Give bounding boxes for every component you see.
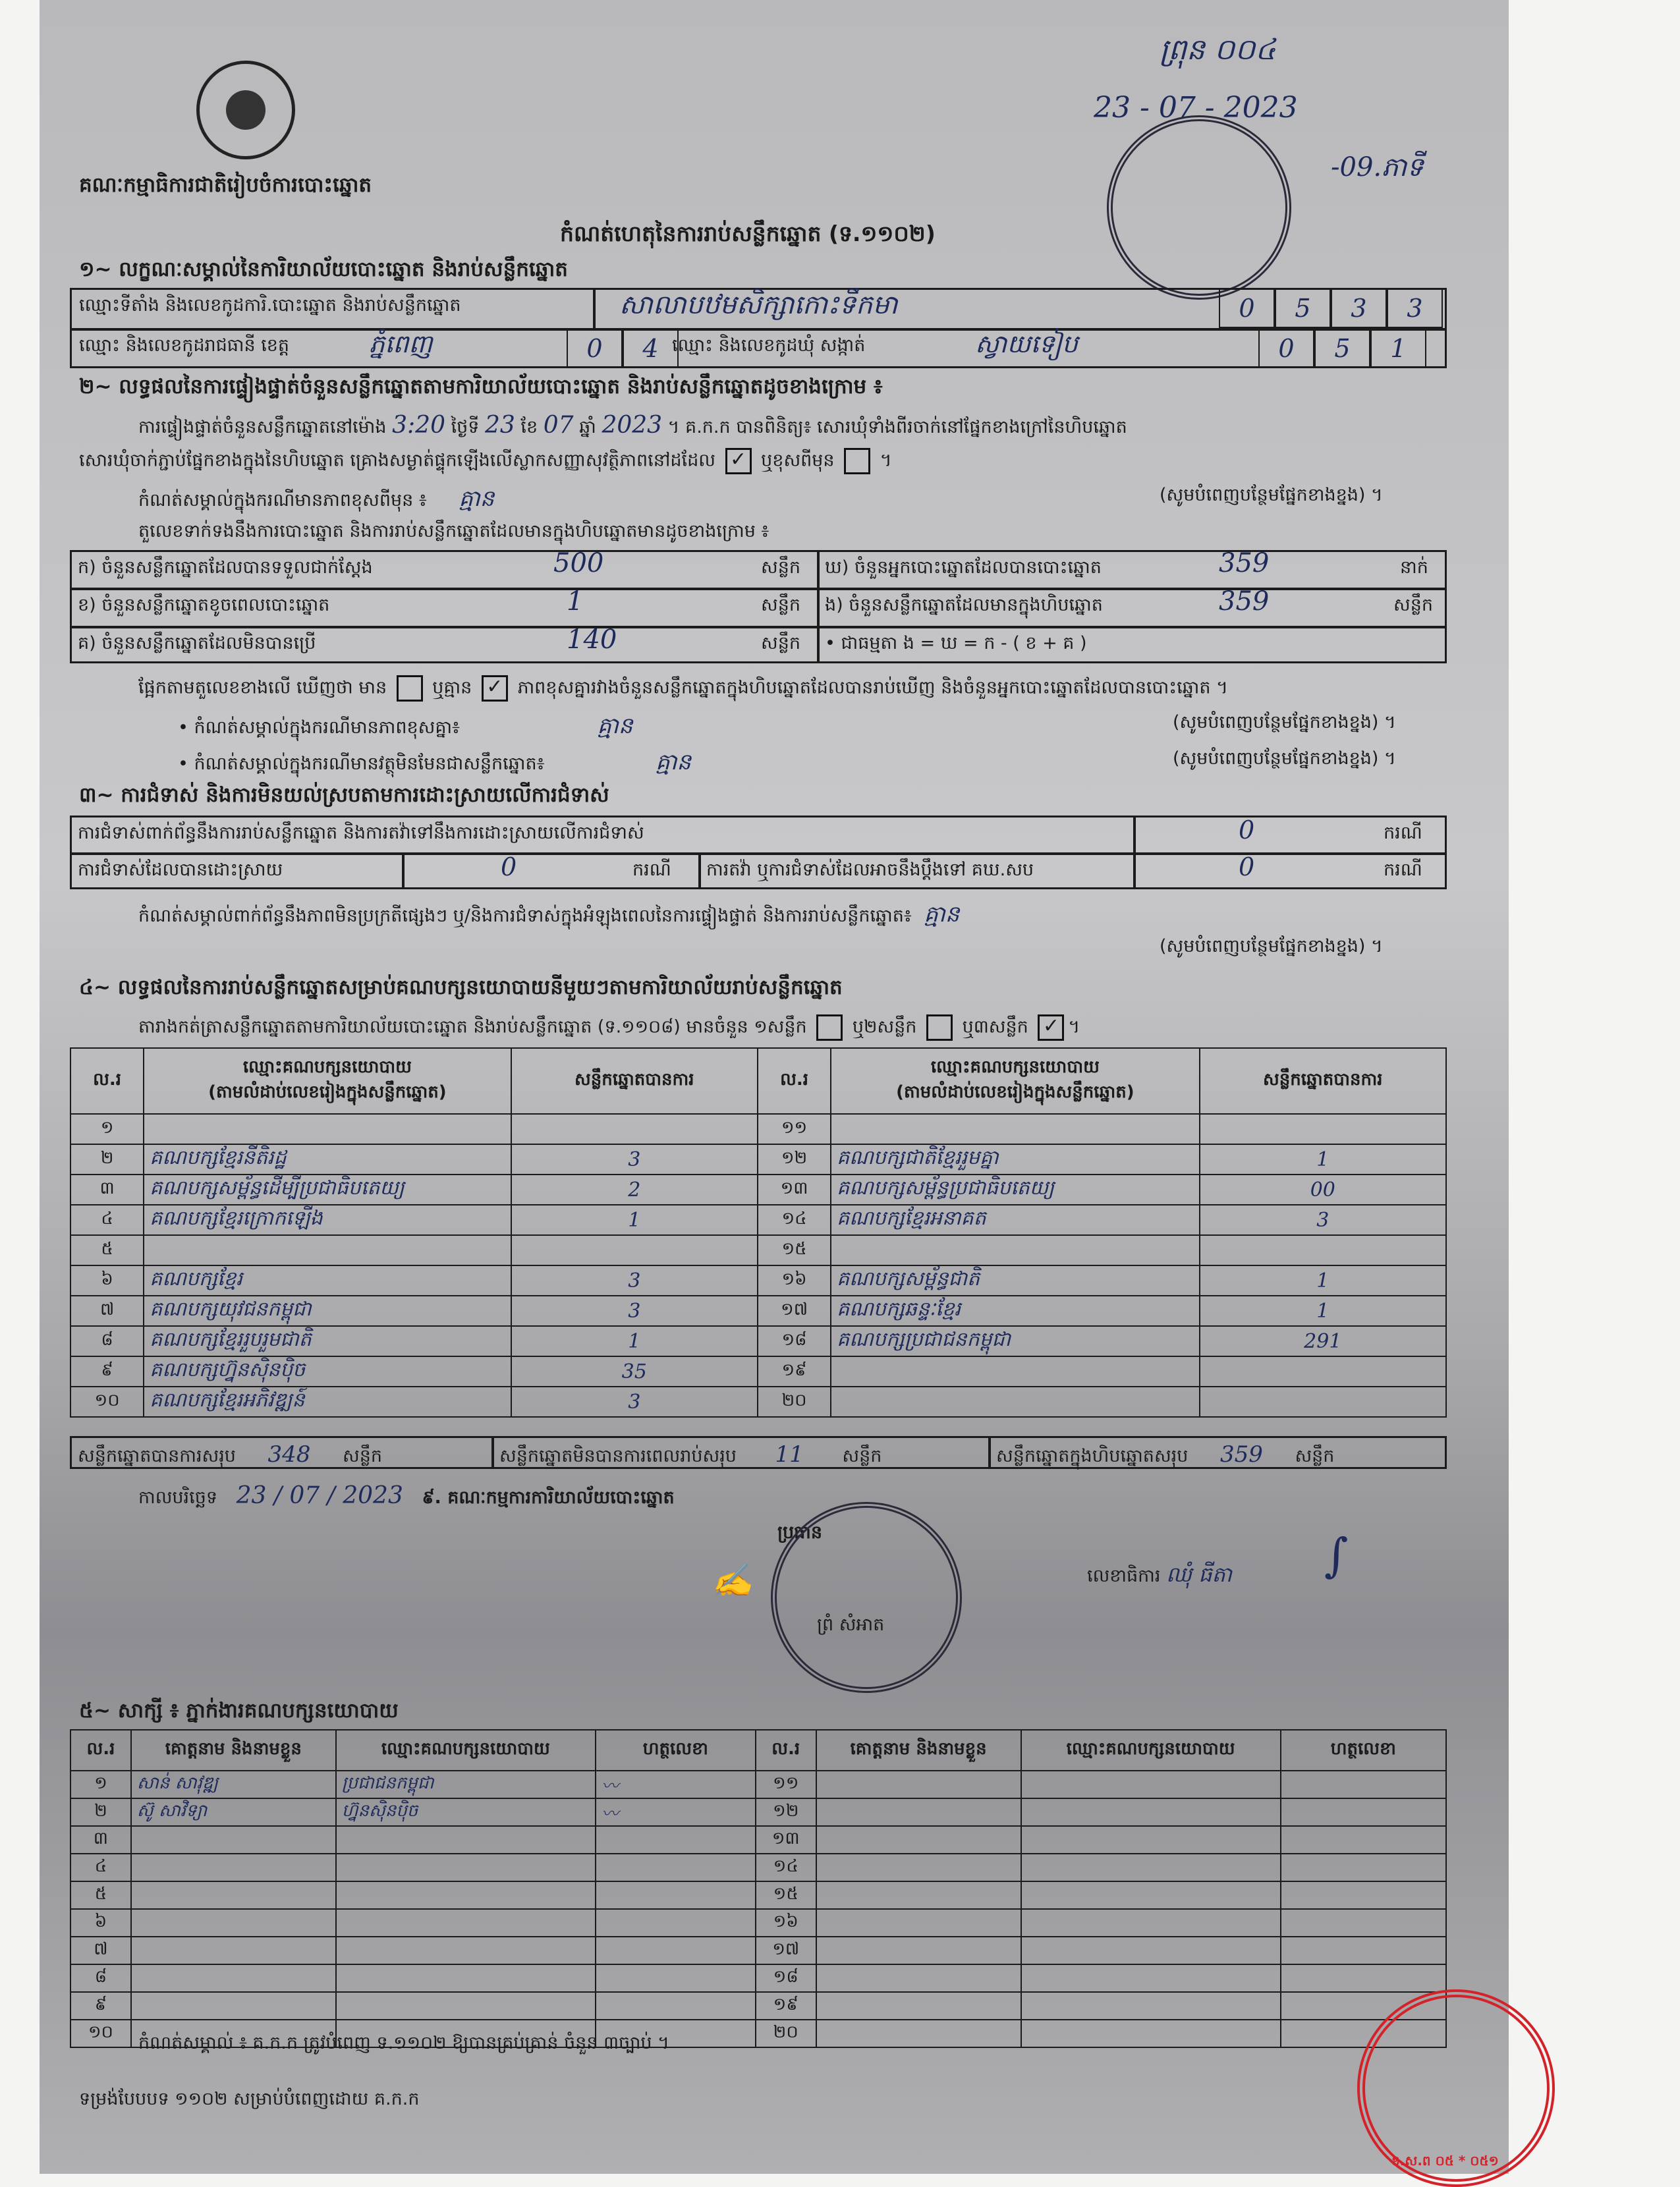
party-name xyxy=(144,1235,511,1265)
witness-name xyxy=(131,1909,336,1937)
change-note-value: គ្មាន xyxy=(459,485,495,512)
row-number: ៣ xyxy=(70,1826,131,1854)
party-votes: 3 xyxy=(1200,1205,1446,1235)
committee-name: គណៈកម្មាធិការជាតិរៀបចំការបោះឆ្នោត xyxy=(79,173,372,197)
figures-intro: តួលេខទាក់ទងនឹងការបោះឆ្នោត និងការរាប់សន្លឹកឆ្នោតដែលមានក្នុងហិបឆ្នោតមានដូចខាងក្រោម ៖ xyxy=(138,521,770,541)
change-note-line: កំណត់សម្គាល់ក្នុងករណីមានភាពខុសពីមុន ៖ គ្មាន xyxy=(138,485,495,512)
witness-signature xyxy=(596,1964,756,1992)
foreign-object-note: • កំណត់សម្គាល់ក្នុងករណីមានវត្ថុមិនមែនជាសន្លឹកឆ្នោត៖ គ្មាន xyxy=(178,749,692,775)
witness-name: សាន់ សាវុឌ្ឍ xyxy=(131,1771,336,1798)
verify-year: 2023 xyxy=(602,412,663,439)
received-ballots-label: ក) ចំនួនសន្លឹកឆ្នោតដែលបានទទួលជាក់ស្តែង xyxy=(78,557,373,578)
row-number: ១៨ xyxy=(758,1326,831,1356)
row-number: ១៦ xyxy=(756,1909,816,1937)
has-difference-checkbox[interactable] xyxy=(397,675,423,702)
witness-name xyxy=(131,1992,336,2020)
party-votes xyxy=(511,1235,758,1265)
code-digit: 1 xyxy=(1370,328,1426,368)
row-number: ១៥ xyxy=(758,1235,831,1265)
row-number: ១៤ xyxy=(756,1854,816,1881)
witness-party xyxy=(1021,1992,1281,2020)
party-name: គណបក្សសម្ព័ន្ធប្រជាធិបតេយ្យ xyxy=(831,1175,1199,1205)
red-stamp-text: ខ.ស.ព ០៥ * ០៥១ xyxy=(1391,2153,1499,2169)
witness-signature xyxy=(1281,1937,1446,1964)
box-total: សន្លឹកឆ្នោតក្នុងហិបឆ្នោតសរុប 359 សន្លឹក xyxy=(996,1441,1335,1468)
witness-name xyxy=(816,1964,1021,1992)
witness-party xyxy=(1021,1909,1281,1937)
code-digit: 0 xyxy=(1219,288,1275,328)
witness-signature: 〰 xyxy=(596,1771,756,1798)
code-digit: 3 xyxy=(1387,288,1443,328)
table-row xyxy=(70,1854,1446,1881)
resolved-value: 0 xyxy=(501,852,517,881)
witness-signature xyxy=(1281,1771,1446,1798)
complaints-label: ការជំទាស់ពាក់ព័ន្ធនឹងការរាប់សន្លឹកឆ្នោត និងការតវ៉ាទៅនឹងការដោះស្រាយលើការជំទាស់ xyxy=(78,823,644,843)
witness-signature xyxy=(1281,1964,1446,1992)
party-votes: 3 xyxy=(511,1144,758,1175)
receipt-date: 23 - 07 - 2023 xyxy=(1094,91,1298,125)
form-reference: ទម្រង់បែបបទ ១១០២ សម្រាប់បំពេញដោយ គ.ក.ក xyxy=(79,2089,420,2109)
party-name xyxy=(831,1235,1199,1265)
row-number: ១២ xyxy=(756,1798,816,1826)
section-5-title: ៥~ សាក្សី ៖ ភ្នាក់ងារគណបក្សនយោបាយ xyxy=(79,1699,399,1723)
table-row xyxy=(70,1144,1446,1175)
form-title: កំណត់ហេតុនៃការរាប់សន្លឹកឆ្នោត (ទ.១១០២) xyxy=(560,221,936,246)
party-name xyxy=(831,1114,1199,1144)
witness-party xyxy=(1021,1854,1281,1881)
row-number: ១០ xyxy=(70,2020,131,2047)
valid-total: សន្លឹកឆ្នោតបានការសរុប 348 សន្លឹក xyxy=(78,1441,383,1468)
witness-table: ល.រ គោត្តនាម និងនាមខ្លួន ឈ្មោះគណបក្សនយោបាយ ហត្ថលេខា ល.រ គោត្តនាម និងនាមខ្លួន ឈ្មោះគណបក្សនយោបាយ ហត្ថលេខា ១ សាន់ សាវុឌ្ឍ ប្រជាជនកម្ពុជា 〰 ១១ ២ ស៊ូ សាវិទ្យា ហ្វ៊ុនស៊ិនប៉ិច 〰 ១២ ៣ ១៣ ៤ ១៤ ៥ ១៥ ៦ ១៦ ៧ ១៧ ៨ ១៨ ៩ ១៩ ១០ ២០ xyxy=(70,1729,1447,2048)
commune-value: ស្វាយទៀប xyxy=(975,329,1078,358)
voters-value: 359 xyxy=(1219,548,1270,578)
code-digit: 5 xyxy=(1275,288,1331,328)
row-number: ៤ xyxy=(70,1205,144,1235)
row-number: ៦ xyxy=(70,1909,131,1937)
row-number: ១១ xyxy=(756,1771,816,1798)
table-row xyxy=(70,1771,1446,1798)
code-digit: 5 xyxy=(1314,328,1370,368)
section-3-title: ៣~ ការជំទាស់ និងការមិនយល់ស្របតាមការដោះស្រាយលើការជំទាស់ xyxy=(79,783,609,807)
party-votes: 1 xyxy=(1200,1265,1446,1296)
witness-name xyxy=(816,1771,1021,1798)
table-row xyxy=(70,1296,1446,1326)
verify-line-2: សោរឃុំចាក់ភ្ជាប់ផ្នែកខាងក្នុងនៃហិបឆ្នោត គ្រោងសម្ងាត់ផ្ទុកឡើងលើស្លាកសញ្ញាសុវត្ថិភាពនៅដដែល ✓ ឬខុសពីមុន ។ xyxy=(79,448,892,476)
party-name: គណបក្សយុវជនកម្ពុជា xyxy=(144,1296,511,1326)
row-number: ១១ xyxy=(758,1114,831,1144)
party-votes xyxy=(1200,1387,1446,1417)
receipt-code: ព្រុន ០០៤ xyxy=(1160,33,1276,67)
table-row xyxy=(70,1114,1446,1144)
witness-signature xyxy=(1281,1826,1446,1854)
table-row xyxy=(70,1175,1446,1205)
party-name: គណបក្សជាតិខ្មែររួមគ្នា xyxy=(831,1144,1199,1175)
row-number: ១៨ xyxy=(756,1964,816,1992)
witness-signature xyxy=(1281,1881,1446,1909)
witness-name xyxy=(131,1881,336,1909)
row-number: ៨ xyxy=(70,1964,131,1992)
party-name: គណបក្សហ្វ៊ុនស៊ិនប៉ិច xyxy=(144,1356,511,1387)
unused-ballots-label: គ) ចំនួនសន្លឹកឆ្នោតដែលមិនបានប្រើ xyxy=(78,633,316,653)
unused-ballots-value: 140 xyxy=(567,624,617,655)
location-label: ឈ្មោះទីតាំង និងលេខកូដការិ.បោះឆ្នោត និងរាប់សន្លឹកឆ្នោត xyxy=(79,295,461,316)
seal-unchanged-checkbox[interactable]: ✓ xyxy=(725,448,752,474)
two-sheet-checkbox[interactable] xyxy=(926,1014,953,1041)
party-name: គណបក្សឆន្ទៈខ្មែរ xyxy=(831,1296,1199,1326)
three-sheet-checkbox[interactable]: ✓ xyxy=(1038,1014,1064,1041)
difference-note: • កំណត់សម្គាល់ក្នុងករណីមានភាពខុសគ្នា៖ គ្មាន xyxy=(178,713,633,739)
invalid-total: សន្លឹកឆ្នោតមិនបានការពេលរាប់សរុប 11 សន្លឹក xyxy=(499,1441,882,1468)
row-number: ៤ xyxy=(70,1854,131,1881)
party-name: គណបក្សសម្ព័ន្ធដើម្បីប្រជាធិបតេយ្យ xyxy=(144,1175,511,1205)
table-row xyxy=(70,1881,1446,1909)
witness-signature xyxy=(596,1826,756,1854)
witness-signature xyxy=(596,1909,756,1937)
section-4-title: ៤~ លទ្ធផលនៃការរាប់សន្លឹកឆ្នោតសម្រាប់គណបក្សនយោបាយនីមួយៗតាមការិយាល័យរាប់សន្លឹកឆ្នោត xyxy=(79,976,843,999)
province-label: ឈ្មោះ និងលេខកូដរាជធានី ខេត្ត xyxy=(79,335,290,356)
witness-party xyxy=(1021,1826,1281,1854)
party-votes: 00 xyxy=(1200,1175,1446,1205)
ballots-in-box-value: 359 xyxy=(1219,586,1270,617)
witness-party xyxy=(336,1854,596,1881)
secretary-signature: ∫ xyxy=(1324,1528,1349,1582)
party-votes xyxy=(1200,1114,1446,1144)
witness-name xyxy=(816,1909,1021,1937)
table-row xyxy=(70,1205,1446,1235)
witness-signature xyxy=(1281,1854,1446,1881)
row-number: ៧ xyxy=(70,1296,144,1326)
row-number: ២ xyxy=(70,1798,131,1826)
footer-note: កំណត់សម្គាល់ ៖ គ.ក.ក ត្រូវបំពេញ ទ.១១០២ ឱ្យបានគ្រប់គ្រាន់ ចំនួន ៣ច្បាប់ ។ xyxy=(138,2033,669,2053)
resolved-label: ការជំទាស់ដែលបានដោះស្រាយ xyxy=(78,860,283,880)
witness-party: ហ្វ៊ុនស៊ិនប៉ិច xyxy=(336,1798,596,1826)
party-votes xyxy=(1200,1235,1446,1265)
row-number: ១៣ xyxy=(756,1826,816,1854)
office-stamp xyxy=(1107,115,1291,300)
witness-party xyxy=(336,1881,596,1909)
witness-party xyxy=(1021,1881,1281,1909)
witness-name xyxy=(131,1964,336,1992)
code-digit: 0 xyxy=(567,328,623,368)
witness-name xyxy=(816,1881,1021,1909)
witness-name xyxy=(816,1992,1021,2020)
party-name: គណបក្សខ្មែរអនាគត xyxy=(831,1205,1199,1235)
row-number: ១៣ xyxy=(758,1175,831,1205)
row-number: ៧ xyxy=(70,1937,131,1964)
tally-sheet-line: តារាងកត់ត្រាសន្លឹកឆ្នោតតាមការិយាល័យបោះឆ្នោត និងរាប់សន្លឹកឆ្នោត (ទ.១១០៨) មានចំនួន ១សន្លឹក ឬ២សន្លឹក ឬ៣សន្លឹក ✓ ។ xyxy=(138,1014,1080,1042)
row-number: ៨ xyxy=(70,1326,144,1356)
row-number: ២០ xyxy=(758,1387,831,1417)
table-row xyxy=(70,1909,1446,1937)
scanned-form-page: គណៈកម្មាធិការជាតិរៀបចំការបោះឆ្នោត កំណត់ហេតុនៃការរាប់សន្លឹកឆ្នោត (ទ.១១០២) ព្រុន ០០៤ 23 - 07 - 2023 -09.ភាទី ១~ លក្ខណៈសម្គាល់នៃការិយាល័យបោះឆ្នោត និងរាប់សន្លឹកឆ្នោត ឈ្មោះទីតាំង និងលេខកូដការិ.បោះឆ្នោត និងរាប់សន្លឹកឆ្នោត សាលាបឋមសិក្សាកោះទឹកមា ឈ្មោះ និងលេខកូដរាជធានី ខេត្ត ភ្នំពេញ ឈ្មោះ និងលេខកូដឃុំ សង្កាត់ ស្វាយទៀប 0 5 3 3 0 4 0 5 1 ២~ លទ្ធផលនៃការផ្ទៀងផ្ទាត់ចំនួនសន្លឹកឆ្នោតតាមការិយាល័យបោះឆ្នោត និងរាប់សន្លឹកឆ្នោតដូចខាងក្រោម ៖ ការផ្ទៀងផ្ទាត់ចំនួនសន្លឹកឆ្នោតនៅម៉ោង 3:20 ថ្ងៃទី 23 ខែ 07 ឆ្នាំ 2023 ។ គ.ក.ក បានពិនិត្យ៖ សោរឃុំទាំងពីរចាក់នៅផ្នែកខាងក្រៅនៃហិបឆ្នោត សោរឃុំចាក់ភ្ជាប់ផ្នែកខាងក្នុងនៃហិបឆ្នោត គ្រោងសម្ងាត់ផ្ទុកឡើងលើស្លាកសញ្ញាសុវត្ថិភាពនៅដដែល ✓ ឬខុសពីមុន ។ កំណត់សម្គាល់ក្នុងករណីមានភាពខុសពីមុន ៖ គ្មាន (សូមបំពេញបន្ថែមផ្នែកខាងខ្នង) ។ តួលេខទាក់ទងនឹងការបោះឆ្នោត និងការរាប់សន្លឹកឆ្នោតដែលមានក្នុងហិបឆ្នោតមានដូចខាងក្រោម ៖ ក) ចំនួនសន្លឹកឆ្នោតដែលបានទទួលជាក់ស្តែង 500 សន្លឹក ខ) ចំនួនសន្លឹកឆ្នោតខូចពេលបោះឆ្នោត 1 សន្លឹក គ) ចំនួនសន្លឹកឆ្នោតដែលមិនបានប្រើ 140 សន្លឹក ឃ) ចំនួនអ្នកបោះឆ្នោតដែលបានបោះឆ្នោត 359 នាក់ ង) ចំនួនសន្លឹកឆ្នោតដែលមានក្នុងហិបឆ្នោត 359 សន្លឹក • ជាធម្មតា ង = ឃ = ក - ( ខ + គ ) ផ្អែកតាមតួលេខខាងលើ ឃើញថា មាន ឬគ្មាន ✓ ភាពខុសគ្នារវាងចំនួនសន្លឹកឆ្នោតក្នុងហិបឆ្នោតដែលបានរាប់ឃើញ និងចំនួនអ្នកបោះឆ្នោតដែលបានបោះឆ្នោត ។ • កំណត់សម្គាល់ក្នុងករណីមានភាពខុសគ្នា៖ គ្មាន (សូមបំពេញបន្ថែមផ្នែកខាងខ្នង) ។ • កំណត់សម្គាល់ក្នុងករណីមានវត្ថុមិនមែនជាសន្លឹកឆ្នោត៖ គ្មាន (សូមបំពេញបន្ថែមផ្នែកខាងខ្នង) ។ ៣~ ការជំទាស់ និងការមិនយល់ស្របតាមការដោះស្រាយលើការជំទាស់ ការជំទាស់ពាក់ព័ន្ធនឹងការរាប់សន្លឹកឆ្នោត និងការតវ៉ាទៅនឹងការដោះស្រាយលើការជំទាស់ 0 ករណី ការជំទាស់ដែលបានដោះស្រាយ 0 ករណី ការតវ៉ា ឬការជំទាស់ដែលអាចនឹងប្តឹងទៅ គឃ.សប 0 ករណី កំណត់សម្គាល់ពាក់ព័ន្ធនឹងភាពមិនប្រក្រតីផ្សេងៗ ឬ/និងការជំទាស់ក្នុងអំឡុងពេលនៃការផ្ទៀងផ្ទាត់ និងការរាប់សន្លឹកឆ្នោត៖ គ្មាន (សូមបំពេញបន្ថែមផ្នែកខាងខ្នង) ។ ៤~ លទ្ធផលនៃការរាប់សន្លឹកឆ្នោតសម្រាប់គណបក្សនយោបាយនីមួយៗតាមការិយាល័យរាប់សន្លឹកឆ្នោត តារាងកត់ត្រាសន្លឹកឆ្នោតតាមការិយាល័យបោះឆ្នោត និងរាប់សន្លឹកឆ្នោត (ទ.១១០៨) មានចំនួន ១សន្លឹក ឬ២សន្លឹក ឬ៣សន្លឹក ✓ ។ ល.រ ឈ្មោះគណបក្សនយោបាយ (តាមលំដាប់លេខរៀងក្នុងសន្លឹកឆ្នោត) សន្លឹកឆ្នោតបានការ ល.រ ឈ្មោះគណបក្សនយោបាយ (តាមលំដាប់លេខរៀងក្នុងសន្លឹកឆ្នោត) សន្លឹកឆ្នោតបានការ ១ ១១ ២ គណបក្សខ្មែរនីតិរដ្ឋ 3 ១២ គណបក្សជាតិខ្មែររួមគ្នា 1 ៣ គណបក្សសម្ព័ន្ធដើម្បីប្រជាធិបតេយ្យ 2 ១៣ គណបក្សសម្ព័ន្ធប្រជាធិបតេយ្យ 00 ៤ គណបក្សខ្មែរក្រោកឡើង 1 ១៤ គណបក្សខ្មែរអនាគត 3 ៥ ១៥ ៦ គណបក្សខ្មែរ 3 ១៦ គណបក្សសម្ព័ន្ធជាតិ 1 ៧ គណបក្សយុវជនកម្ពុជា 3 ១៧ គណបក្សឆន្ទៈខ្មែរ 1 ៨ គណបក្សខ្មែររួបរួមជាតិ 1 ១៨ គណបក្សប្រជាជនកម្ពុជា 291 ៩ គណបក្សហ្វ៊ុនស៊ិនប៉ិច 35 ១៩ ១០ គណបក្សខ្មែរអភិវឌ្ឍន៍ 3 ២០ សន្លឹកឆ្នោតបានការសរុប 348 សន្លឹក សន្លឹកឆ្នោតមិនបានការពេលរាប់សរុប 11 សន្លឹក សន្លឹកឆ្នោតក្នុងហិបឆ្នោតសរុប 359 សន្លឹក កាលបរិច្ឆេទ 23 / 07 / 2023 ៩. គណៈកម្មការការិយាល័យបោះឆ្នោត ប្រធាន ✍ ព្រំ សំអាត លេខាធិការ ឈុំ ធីតា ∫ ៥~ សាក្សី ៖ ភ្នាក់ងារគណបក្សនយោបាយ ល.រ គោត្តនាម និងនាមខ្លួន ឈ្មោះគណបក្សនយោបាយ ហត្ថលេខា ល.រ គោត្តនាម និងនាមខ្លួន ឈ្មោះគណបក្សនយោបាយ ហត្ថលេខា ១ សាន់ សាវុឌ្ឍ ប្រជាជនកម្ពុជា 〰 ១១ ២ ស៊ូ សាវិទ្យា ហ្វ៊ុនស៊ិនប៉ិច 〰 ១២ ៣ ១៣ ៤ ១៤ ៥ ១៥ ៦ ១៦ ៧ ១៧ ៨ ១៨ ៩ ១៩ ១០ ២០ កំណត់សម្គាល់ ៖ គ.ក.ក ត្រូវបំពេញ ទ.១១០២ ឱ្យបានគ្រប់គ្រាន់ ចំនួន ៣ច្បាប់ ។ ទម្រង់បែបបទ ១១០២ សម្រាប់បំពេញដោយ គ.ក.ក xyxy=(40,0,1509,2174)
row-number: ២ xyxy=(70,1144,144,1175)
commune-label: ឈ្មោះ និងលេខកូដឃុំ សង្កាត់ xyxy=(672,335,866,356)
section-1-title: ១~ លក្ខណៈសម្គាល់នៃការិយាល័យបោះឆ្នោត និងរាប់សន្លឹកឆ្នោត xyxy=(79,258,568,281)
witness-signature xyxy=(596,1937,756,1964)
table-row xyxy=(70,1326,1446,1356)
witness-signature xyxy=(1281,1909,1446,1937)
witness-name xyxy=(131,1937,336,1964)
row-number: ៦ xyxy=(70,1265,144,1296)
appeal-value: 0 xyxy=(1239,852,1255,881)
row-number: ១២ xyxy=(758,1144,831,1175)
spoiled-ballots-label: ខ) ចំនួនសន្លឹកឆ្នោតខូចពេលបោះឆ្នោត xyxy=(78,595,330,615)
verify-day: 23 xyxy=(485,412,515,439)
witness-name xyxy=(816,2020,1021,2047)
witness-party xyxy=(1021,1771,1281,1798)
complaints-value: 0 xyxy=(1239,816,1255,844)
one-sheet-checkbox[interactable] xyxy=(816,1014,843,1041)
row-number: ១៧ xyxy=(756,1937,816,1964)
witness-party xyxy=(336,1909,596,1937)
code-digit: 4 xyxy=(623,328,679,368)
witness-party xyxy=(1021,1798,1281,1826)
verify-line-1: ការផ្ទៀងផ្ទាត់ចំនួនសន្លឹកឆ្នោតនៅម៉ោង 3:20 ថ្ងៃទី 23 ខែ 07 ឆ្នាំ 2023 ។ គ.ក.ក បានពិនិត្យ៖ សោរឃុំទាំងពីរចាក់នៅផ្នែកខាងក្រៅនៃហិបឆ្នោត xyxy=(138,412,1127,439)
party-name: គណបក្សប្រជាជនកម្ពុជា xyxy=(831,1326,1199,1356)
party-name xyxy=(831,1387,1199,1417)
table-row xyxy=(70,1356,1446,1387)
row-number: ១៩ xyxy=(756,1992,816,2020)
table-row xyxy=(70,1826,1446,1854)
witness-name xyxy=(816,1937,1021,1964)
table-row xyxy=(70,1964,1446,1992)
chair-name: ព្រំ សំអាត xyxy=(817,1615,885,1635)
party-votes: 1 xyxy=(1200,1296,1446,1326)
spoiled-ballots-value: 1 xyxy=(567,586,584,617)
province-value: ភ្នំពេញ xyxy=(369,329,433,358)
signing-date: កាលបរិច្ឆេទ 23 / 07 / 2023 ៩. គណៈកម្មការការិយាល័យបោះឆ្នោត xyxy=(138,1482,675,1509)
row-number: ៩ xyxy=(70,1356,144,1387)
party-results-table: ល.រ ឈ្មោះគណបក្សនយោបាយ (តាមលំដាប់លេខរៀងក្នុងសន្លឹកឆ្នោត) សន្លឹកឆ្នោតបានការ ល.រ ឈ្មោះគណបក្សនយោបាយ (តាមលំដាប់លេខរៀងក្នុងសន្លឹកឆ្នោត) សន្លឹកឆ្នោតបានការ ១ ១១ ២ គណបក្សខ្មែរនីតិរដ្ឋ 3 ១២ គណបក្សជាតិខ្មែររួមគ្នា 1 ៣ គណបក្សសម្ព័ន្ធដើម្បីប្រជាធិបតេយ្យ 2 ១៣ គណបក្សសម្ព័ន្ធប្រជាធិបតេយ្យ 00 ៤ គណបក្សខ្មែរក្រោកឡើង 1 ១៤ គណបក្សខ្មែរអនាគត 3 ៥ ១៥ ៦ គណបក្សខ្មែរ 3 ១៦ គណបក្សសម្ព័ន្ធជាតិ 1 ៧ គណបក្សយុវជនកម្ពុជា 3 ១៧ គណបក្សឆន្ទៈខ្មែរ 1 ៨ គណបក្សខ្មែររួបរួមជាតិ 1 ១៨ គណបក្សប្រជាជនកម្ពុជា 291 ៩ គណបក្សហ្វ៊ុនស៊ិនប៉ិច 35 ១៩ ១០ គណបក្សខ្មែរអភិវឌ្ឍន៍ 3 ២០ xyxy=(70,1047,1447,1418)
row-number: ១៦ xyxy=(758,1265,831,1296)
party-name: គណបក្សខ្មែរក្រោកឡើង xyxy=(144,1205,511,1235)
party-votes: 3 xyxy=(511,1265,758,1296)
witness-party xyxy=(336,1937,596,1964)
witness-party xyxy=(336,1992,596,2020)
witness-name xyxy=(816,1826,1021,1854)
witness-signature xyxy=(1281,1798,1446,1826)
table-row xyxy=(70,1235,1446,1265)
row-number: ៩ xyxy=(70,1992,131,2020)
row-number: ១០ xyxy=(70,1387,144,1417)
code-digit: 3 xyxy=(1331,288,1387,328)
party-votes: 1 xyxy=(1200,1144,1446,1175)
irregularity-note: កំណត់សម្គាល់ពាក់ព័ន្ធនឹងភាពមិនប្រក្រតីផ្សេងៗ ឬ/និងការជំទាស់ក្នុងអំឡុងពេលនៃការផ្ទៀងផ្ទាត់ និងការរាប់សន្លឹកឆ្នោត៖ គ្មាន xyxy=(138,901,960,927)
row-number: ១ xyxy=(70,1771,131,1798)
witness-party xyxy=(1021,1964,1281,1992)
row-number: ៣ xyxy=(70,1175,144,1205)
table-row xyxy=(70,1387,1446,1417)
witness-signature: 〰 xyxy=(596,1798,756,1826)
red-official-stamp xyxy=(1357,1989,1555,2187)
received-ballots-value: 500 xyxy=(553,548,604,578)
party-votes xyxy=(1200,1356,1446,1387)
chair-signature: ✍ xyxy=(712,1561,753,1599)
secretary-line: លេខាធិការ ឈុំ ធីតា xyxy=(1087,1562,1233,1587)
formula: • ជាធម្មតា ង = ឃ = ក - ( ខ + គ ) xyxy=(825,633,1087,653)
row-number: ១ xyxy=(70,1114,144,1144)
ballots-in-box-label: ង) ចំនួនសន្លឹកឆ្នោតដែលមានក្នុងហិបឆ្នោត xyxy=(825,595,1103,615)
no-difference-checkbox[interactable]: ✓ xyxy=(482,675,508,702)
party-name xyxy=(831,1356,1199,1387)
row-number: ១៩ xyxy=(758,1356,831,1387)
table-row xyxy=(70,1992,1446,2020)
chair-label: ប្រធាន xyxy=(777,1522,823,1543)
compare-line: ផ្អែកតាមតួលេខខាងលើ ឃើញថា មាន ឬគ្មាន ✓ ភាពខុសគ្នារវាងចំនួនសន្លឹកឆ្នោតក្នុងហិបឆ្នោតដែលបានរាប់ឃើញ និងចំនួនអ្នកបោះឆ្នោតដែលបានបោះឆ្នោត ។ xyxy=(138,675,1228,703)
table-row xyxy=(70,1937,1446,1964)
witness-party xyxy=(336,1826,596,1854)
location-value: សាលាបឋមសិក្សាកោះទឹកមា xyxy=(619,290,898,320)
witness-signature xyxy=(596,1854,756,1881)
party-name: គណបក្សខ្មែររួបរួមជាតិ xyxy=(144,1326,511,1356)
witness-party xyxy=(1021,2020,1281,2047)
party-votes xyxy=(511,1114,758,1144)
party-votes: 1 xyxy=(511,1205,758,1235)
party-name xyxy=(144,1114,511,1144)
witness-name xyxy=(816,1798,1021,1826)
party-votes: 1 xyxy=(511,1326,758,1356)
voters-label: ឃ) ចំនួនអ្នកបោះឆ្នោតដែលបានបោះឆ្នោត xyxy=(825,557,1102,578)
party-votes: 3 xyxy=(511,1296,758,1326)
party-votes: 291 xyxy=(1200,1326,1446,1356)
witness-name: ស៊ូ សាវិទ្យា xyxy=(131,1798,336,1826)
verify-time: 3:20 xyxy=(392,412,445,439)
appeal-label: ការតវ៉ា ឬការជំទាស់ដែលអាចនឹងប្តឹងទៅ គឃ.សប xyxy=(706,860,1034,880)
party-name: គណបក្សខ្មែរ xyxy=(144,1265,511,1296)
section-2-title: ២~ លទ្ធផលនៃការផ្ទៀងផ្ទាត់ចំនួនសន្លឹកឆ្នោតតាមការិយាល័យបោះឆ្នោត និងរាប់សន្លឹកឆ្នោតដូចខាងក្រោម ៖ xyxy=(79,375,883,399)
party-votes: 3 xyxy=(511,1387,758,1417)
witness-name xyxy=(131,1854,336,1881)
row-number: ៥ xyxy=(70,1881,131,1909)
table-row xyxy=(70,1265,1446,1296)
row-number: ៥ xyxy=(70,1235,144,1265)
seal-changed-checkbox[interactable] xyxy=(844,448,870,474)
witness-party xyxy=(1021,1937,1281,1964)
witness-party: ប្រជាជនកម្ពុជា xyxy=(336,1771,596,1798)
row-number: ១៧ xyxy=(758,1296,831,1326)
code-digit: 0 xyxy=(1258,328,1314,368)
party-votes: 2 xyxy=(511,1175,758,1205)
party-votes: 35 xyxy=(511,1356,758,1387)
party-name: គណបក្សសម្ព័ន្ធជាតិ xyxy=(831,1265,1199,1296)
witness-party xyxy=(336,1964,596,1992)
party-name: គណបក្សខ្មែរអភិវឌ្ឍន៍ xyxy=(144,1387,511,1417)
table-row xyxy=(70,1798,1446,1826)
witness-name xyxy=(131,1826,336,1854)
row-number: ១៥ xyxy=(756,1881,816,1909)
row-number: ១៤ xyxy=(758,1205,831,1235)
row-number: ២០ xyxy=(756,2020,816,2047)
witness-signature xyxy=(596,1992,756,2020)
party-name: គណបក្សខ្មែរនីតិរដ្ឋ xyxy=(144,1144,511,1175)
verify-month: 07 xyxy=(543,412,574,439)
receipt-time: -09.ភាទី xyxy=(1331,152,1424,182)
witness-signature xyxy=(596,1881,756,1909)
committee-emblem xyxy=(196,61,295,159)
witness-name xyxy=(816,1854,1021,1881)
polling-station-stamp xyxy=(771,1502,962,1693)
